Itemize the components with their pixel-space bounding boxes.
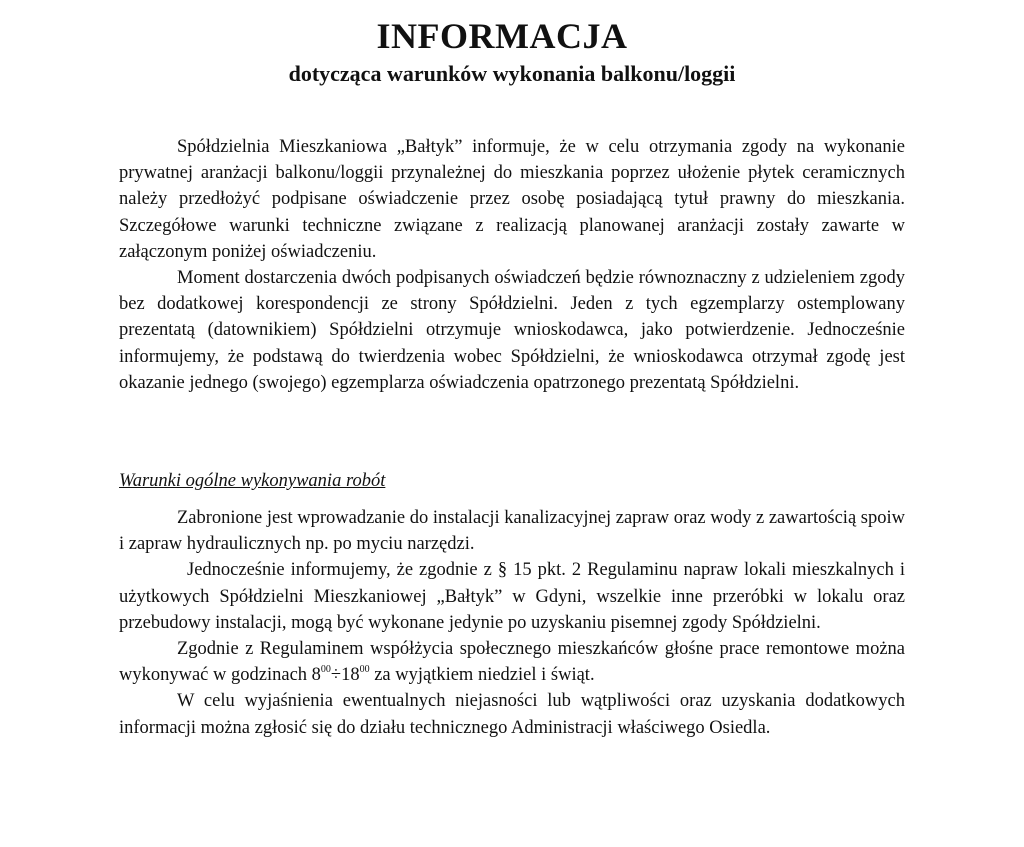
section-heading: Warunki ogólne wykonywania robót [119,471,386,491]
rule-paragraph: Zabronione jest wprowadzanie do instalacji kanalizacyjnej zapraw oraz wody z zawartością spoiw i zapraw hydraulicznych np. po myciu narzędzi. [119,508,905,555]
start-hour: 8 [311,665,321,686]
intro-section [119,134,905,396]
hours-text-after: za wyjątkiem niedziel i świąt. [369,665,595,686]
start-minutes: 00 [320,664,331,676]
hours-paragraph [119,636,905,688]
intro-paragraph: Spółdzielnia Mieszkaniowa „Bałtyk” informuje, że w celu otrzymania zgody na wykonanie prywatnej aranżacji balkonu/loggii przynależnej do mieszkania poprzez ułożenie płytek ceramicznych należy przedłożyć podpisane oświadczenie przez osobę posiadającą tytuł prawny do mieszkania. Szczegółowe warunki techniczne związane z realizacją planowanej aranżacji zostały zawarte w załączonym poniżej oświadczeniu. [119,137,905,262]
rules-section [119,505,905,741]
rule-paragraph: Jednocześnie informujemy, że zgodnie z § 15 pkt. 2 Regulaminu napraw lokali mieszkalnych i użytkowych Spółdzielni Mieszkaniowej „Bałtyk” w Gdyni, wszelkie inne przeróbki w lokalu oraz przebudowy instalacji, mogą być wykonane jedynie po uzyskaniu pisemnej zgody Spółdzielni. [119,560,905,633]
intro-paragraph: Moment dostarczenia dwóch podpisanych oświadczeń będzie równoznaczny z udzieleniem zgody bez dodatkowej korespondencji ze strony Spółdzielni. Jeden z tych egzemplarzy ostemplowany prezentatą (datownikiem) Spółdzielni otrzymuje wnioskodawca, jako potwierdzenie. Jednocześnie informujemy, że podstawą do twierdzenia wobec Spółdzielni, że wnioskodawca otrzymał zgodę jest okazanie jednego (swojego) egzemplarza oświadczenia opatrzonego prezentatą Spółdzielni. [119,268,905,393]
end-hour: 18 [341,665,360,686]
end-minutes: 00 [359,664,370,676]
hours-text-before: Zgodnie z Regulaminem współżycia społecznego mieszkańców głośne prace remontowe można wykonywać w godzinach [119,639,905,686]
document-subtitle: dotycząca warunków wykonania balkonu/loggii [288,61,736,86]
closing-paragraph: W celu wyjaśnienia ewentualnych niejasności lub wątpliwości oraz uzyskania dodatkowych informacji można zgłosić się do działu technicznego Administracji właściwego Osiedla. [119,691,905,738]
document-title: INFORMACJA [376,16,628,56]
hours-separator: ÷ [330,665,342,686]
